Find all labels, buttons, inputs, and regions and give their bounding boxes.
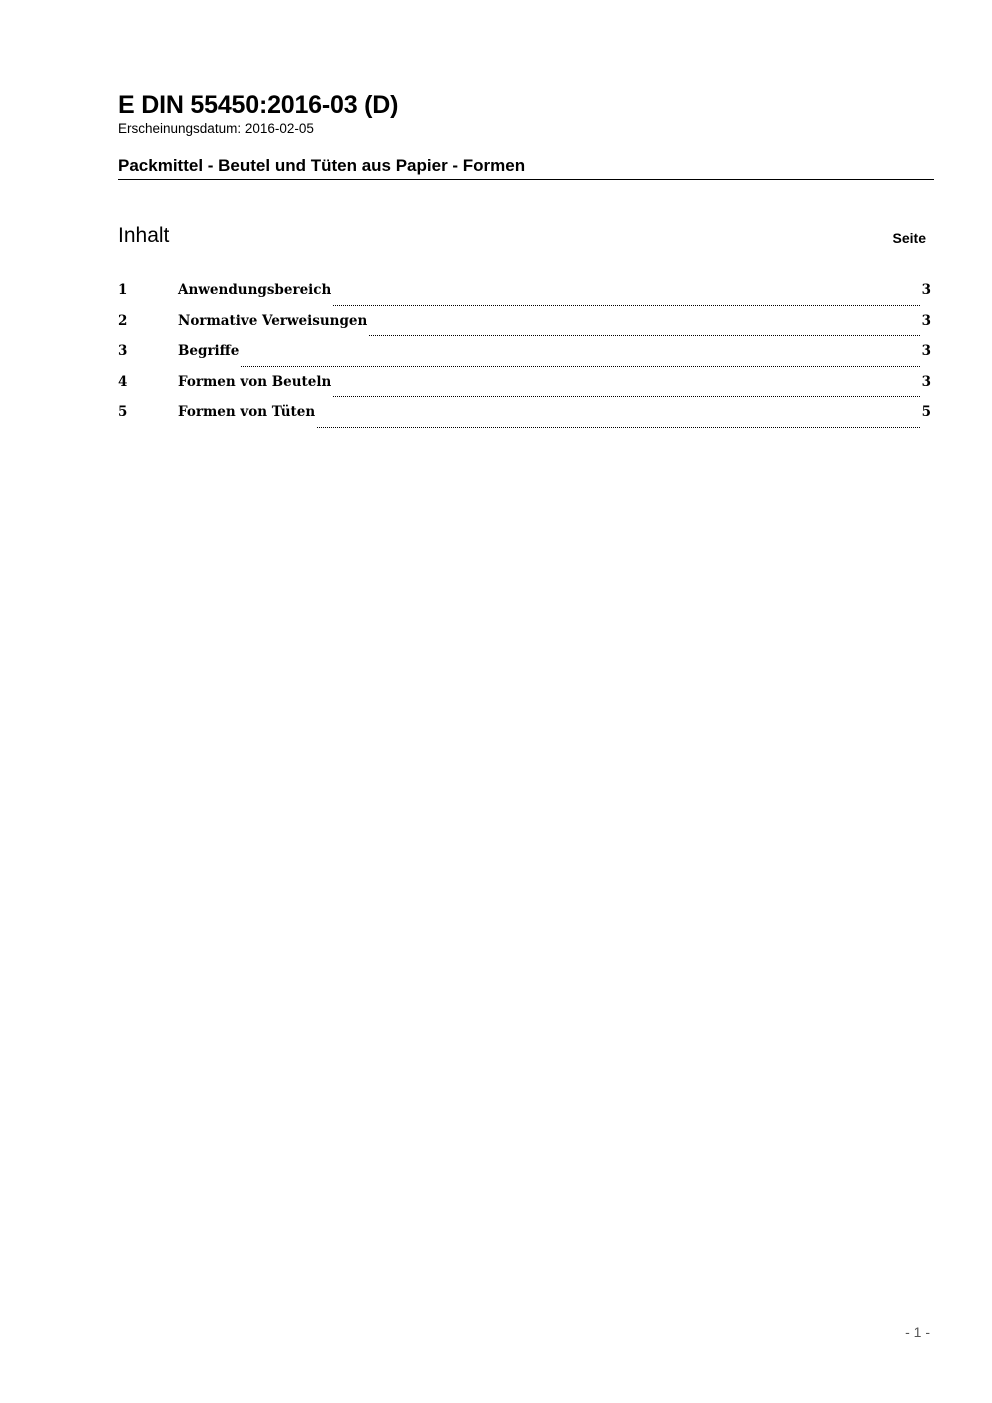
toc-entry-title: Normative Verweisungen	[178, 312, 368, 329]
toc-dot-leader	[317, 426, 919, 428]
document-header	[118, 90, 934, 180]
publication-date: Erscheinungsdatum: 2016-02-05	[118, 121, 314, 136]
page-number: - 1 -	[905, 1324, 930, 1340]
toc-entry-title: Begriffe	[178, 343, 240, 359]
toc-entry-page: 3	[921, 343, 931, 359]
document-title: Packmittel - Beutel und Tüten aus Papier - Formen	[118, 155, 934, 180]
toc-entry-page: 3	[921, 373, 931, 390]
toc-entry-number: 5	[118, 404, 128, 420]
toc-entry-anwendungsbereich[interactable]	[118, 280, 931, 311]
toc-dot-leader	[333, 395, 919, 397]
toc-entry-title: Formen von Beuteln	[178, 373, 332, 390]
toc-entry-title: Anwendungsbereich	[178, 282, 332, 298]
toc-header	[118, 222, 926, 252]
toc-entry-title: Formen von Tüten	[178, 404, 316, 420]
toc-entry-page: 3	[921, 312, 931, 329]
toc-entry-normative-verweisungen[interactable]	[118, 311, 931, 342]
toc-dot-leader	[241, 365, 919, 367]
toc-entry-number: 3	[118, 343, 128, 359]
toc-dot-leader	[369, 334, 919, 336]
toc-entry-formen-von-beuteln[interactable]	[118, 372, 931, 403]
document-id: E DIN 55450:2016-03 (D)	[118, 91, 399, 119]
table-of-contents	[118, 280, 931, 433]
toc-entry-number: 4	[118, 373, 128, 390]
toc-entry-page: 3	[921, 282, 931, 298]
toc-heading: Inhalt	[118, 224, 170, 247]
toc-entry-number: 1	[118, 282, 128, 298]
toc-page-column-label: Seite	[892, 230, 926, 246]
toc-entry-begriffe[interactable]	[118, 341, 931, 372]
toc-dot-leader	[333, 304, 919, 306]
toc-entry-formen-von-tueten[interactable]	[118, 402, 931, 433]
toc-entry-page: 5	[921, 404, 931, 420]
toc-entry-number: 2	[118, 312, 128, 329]
